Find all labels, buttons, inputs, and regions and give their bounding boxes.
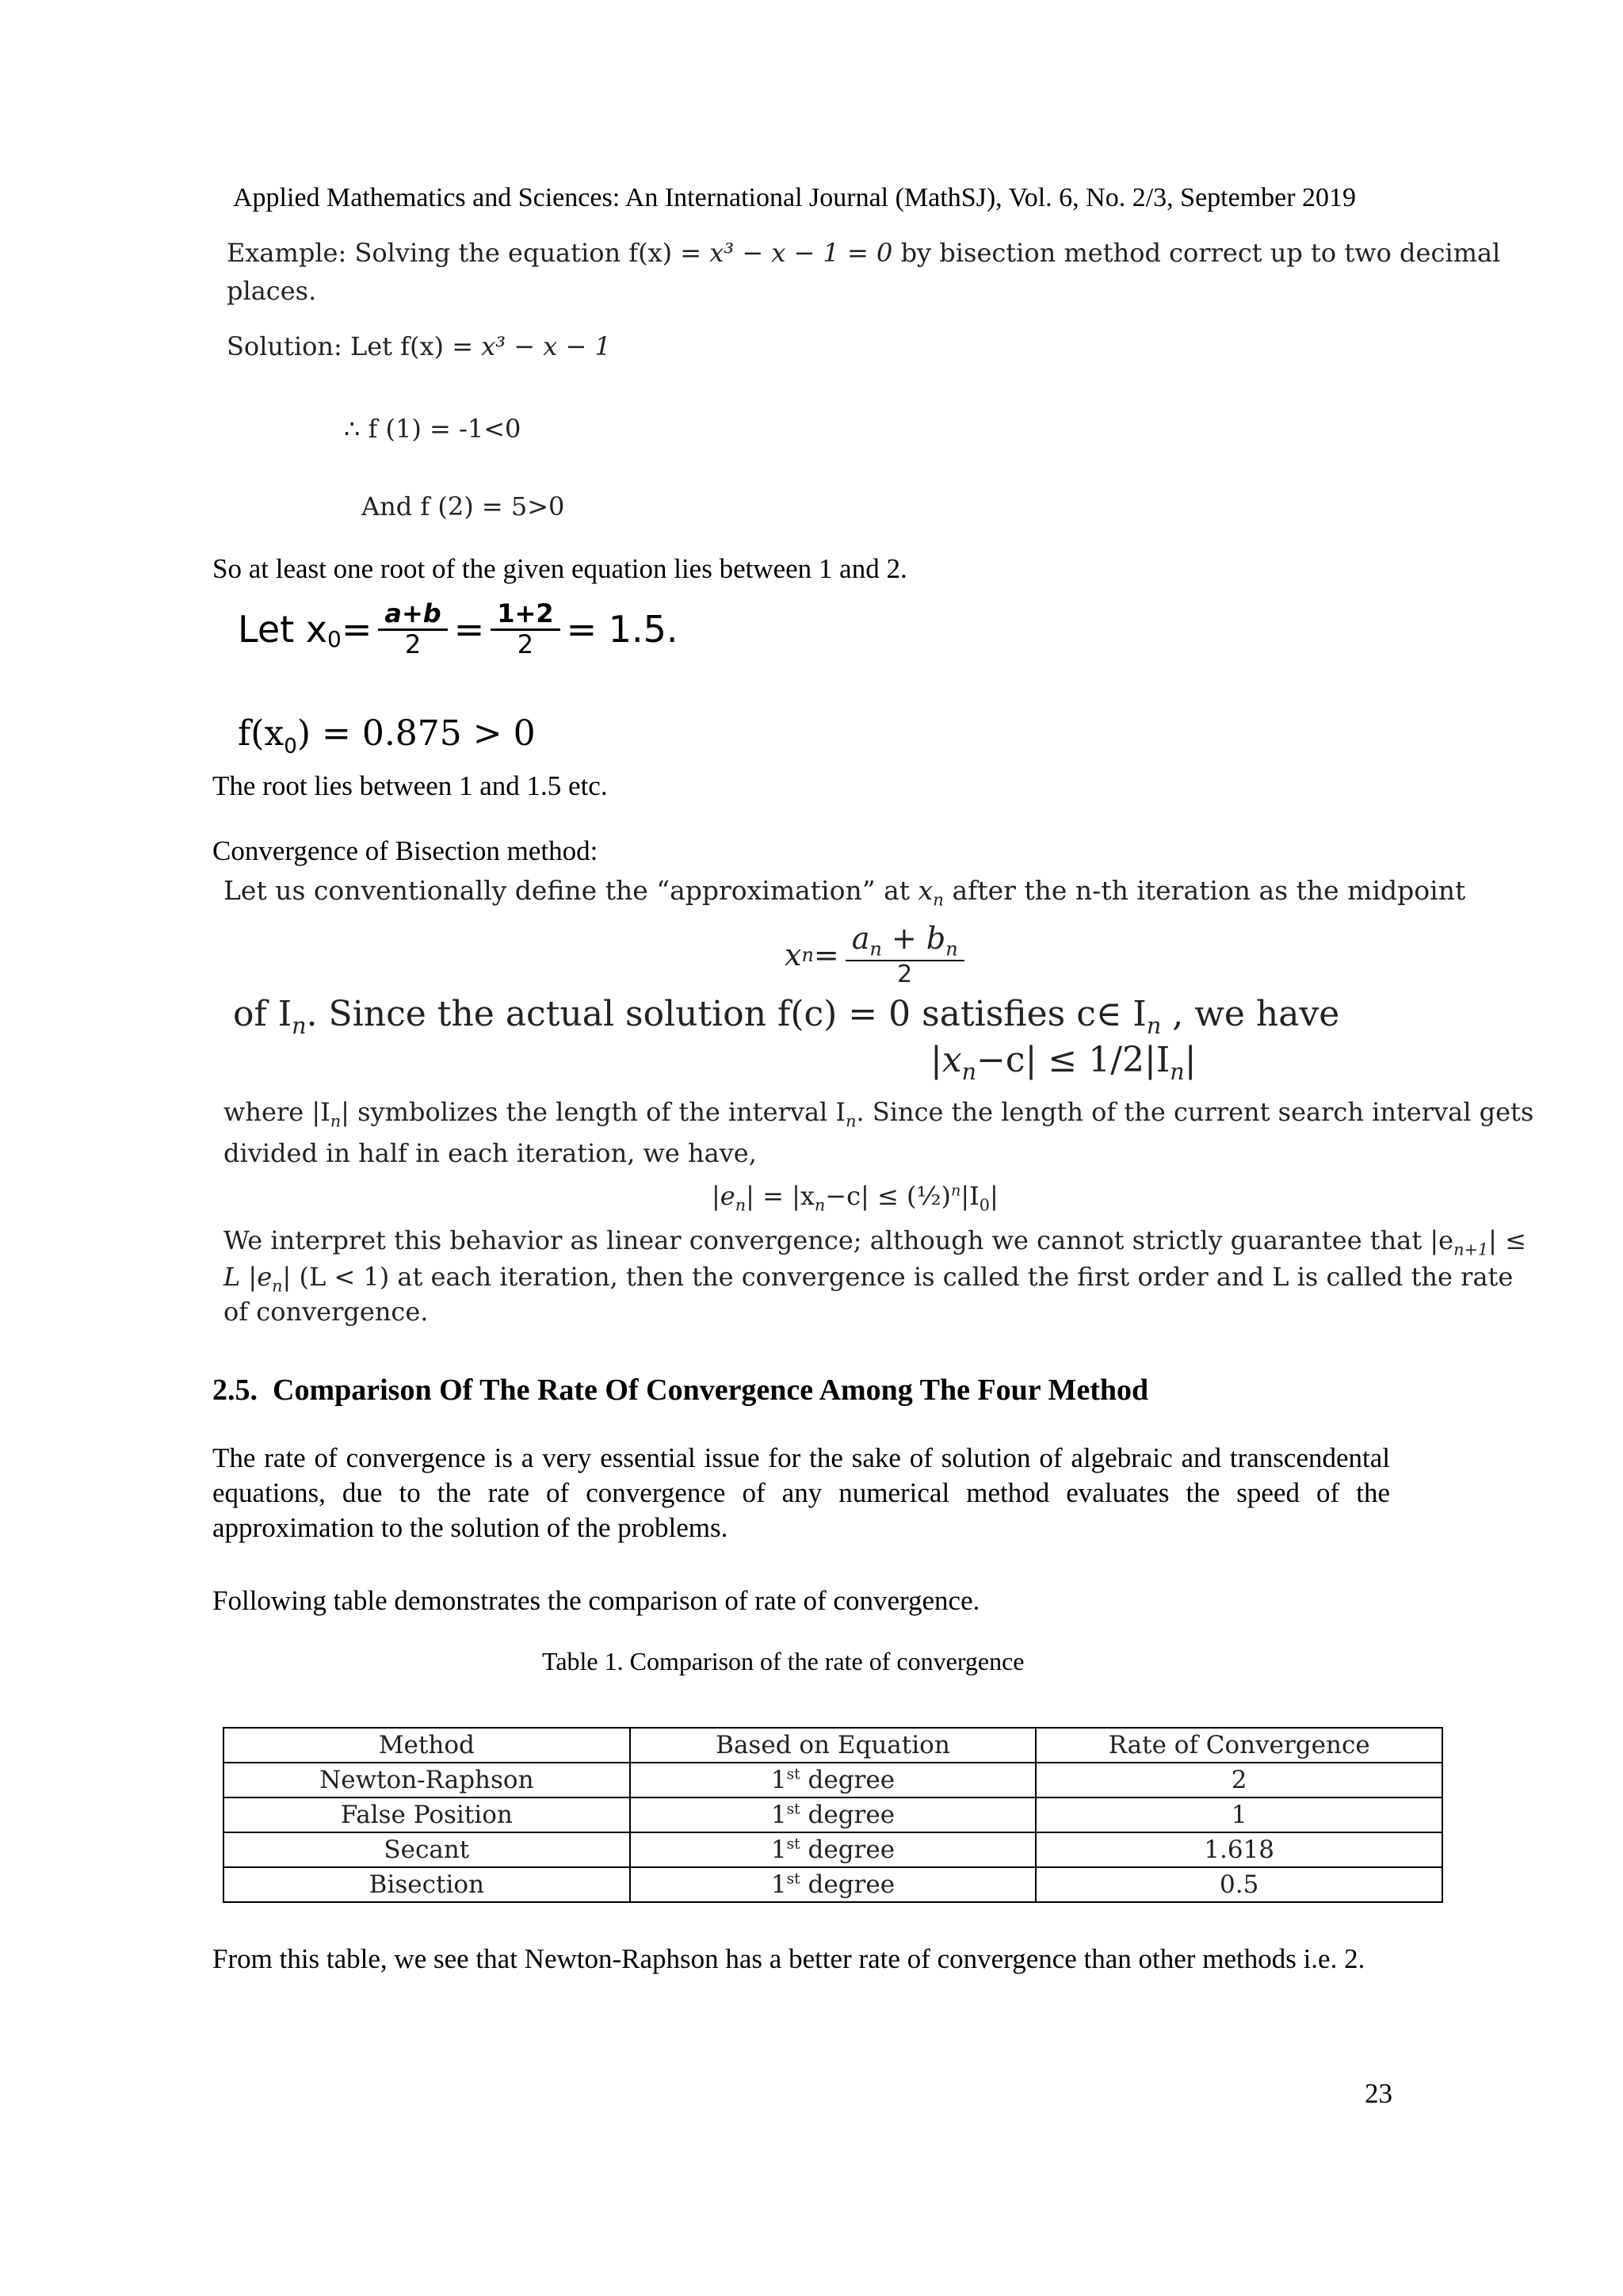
let-x0-equals: =	[341, 608, 372, 651]
example-text-end: by bisection method correct up to two decimal	[892, 238, 1501, 268]
table-cell-degree	[630, 1867, 1037, 1902]
fx0-equation	[238, 713, 536, 758]
section-number: 2.5.	[212, 1373, 258, 1407]
interp2-a: L |e	[223, 1262, 273, 1292]
en-b: | = |x	[746, 1181, 815, 1211]
interpret-line-3: of convergence.	[223, 1297, 429, 1327]
conclusion-paragraph: From this table, we see that Newton-Raphson has a better rate of convergence than other methods i.e. 2.	[212, 1943, 1365, 1974]
f1-value: ∴ f (1) = -1<0	[344, 414, 521, 444]
xn-denominator: 2	[897, 960, 913, 988]
divided-line: divided in half in each iteration, we have,	[223, 1138, 757, 1168]
degree-suffix: st	[786, 1836, 800, 1853]
let-x0-result: = 1.5.	[566, 608, 678, 651]
error-bound-equation	[712, 1181, 999, 1214]
solution-equation: x³ − x − 1	[481, 331, 611, 361]
degree-suffix: st	[786, 1766, 800, 1783]
root-lies-line: The root lies between 1 and 1.5 etc.	[212, 770, 608, 801]
conv-line-1-var: x	[918, 875, 934, 906]
xn-lhs: x	[785, 938, 802, 972]
conv-line-1	[223, 875, 1465, 911]
xn-num-a-sub: n	[869, 938, 882, 961]
conv-line-1-sub: n	[933, 890, 944, 911]
table-row	[223, 1797, 1442, 1832]
conv-line-2-a: of I	[233, 994, 292, 1034]
interp1-a: We interpret this behavior as linear convergence; although we cannot strictly guarantee that |e	[223, 1225, 1454, 1255]
convergence-heading: Convergence of Bisection method:	[212, 835, 598, 866]
example-equation: x³ − x − 1 = 0	[709, 238, 893, 268]
ineq-b: −c| ≤ 1/2|I	[976, 1040, 1170, 1080]
en-c: −c| ≤ (½)	[825, 1181, 951, 1211]
xn-num-plus-b: + b	[881, 921, 946, 956]
let-x0-equation	[238, 590, 678, 669]
table-cell-rate: 0.5	[1036, 1867, 1442, 1902]
ineq-sub2: n	[1170, 1057, 1185, 1085]
table-cell-rate: 2	[1036, 1763, 1442, 1797]
conv-inequality	[930, 1040, 1197, 1085]
xn-numerator	[846, 923, 964, 961]
xn-equals: =	[813, 938, 839, 972]
degree-word: degree	[800, 1801, 896, 1829]
convergence-table	[223, 1727, 1443, 1903]
fraction-ab-den: 2	[404, 628, 422, 659]
fx0-suffix: ) = 0.875 > 0	[296, 713, 536, 754]
en-e: |	[989, 1181, 999, 1211]
en-sub: n	[735, 1195, 747, 1215]
fraction-12-den: 2	[517, 628, 534, 659]
degree-number: 1	[770, 1801, 787, 1829]
table-row	[223, 1867, 1442, 1902]
xn-fraction	[846, 923, 964, 988]
table-cell-degree	[630, 1797, 1037, 1832]
page-number: 23	[1365, 2078, 1392, 2109]
xn-midpoint-equation	[785, 911, 971, 999]
f2-value: And f (2) = 5>0	[361, 491, 565, 521]
table-cell-method: False Position	[223, 1797, 630, 1832]
example-line-1	[227, 238, 1500, 268]
degree-number: 1	[770, 1836, 787, 1864]
interp1-b: | ≤	[1488, 1225, 1526, 1255]
conv-line-2	[233, 994, 1339, 1039]
fraction-12	[491, 600, 559, 658]
interpret-line-1	[223, 1225, 1526, 1259]
conv-line-2-c: , we have	[1161, 994, 1340, 1034]
where-sub2: n	[846, 1111, 857, 1131]
en-sup: n	[950, 1181, 961, 1200]
let-x0-equals-2: =	[453, 608, 485, 651]
table-cell-method: Newton-Raphson	[223, 1763, 630, 1797]
degree-word: degree	[800, 1766, 896, 1794]
degree-suffix: st	[786, 1801, 800, 1818]
conv-line-1-b: after the n-th iteration as the midpoint	[943, 875, 1466, 906]
degree-number: 1	[770, 1766, 787, 1794]
conv-line-2-b: . Since the actual solution f(c) = 0 satisfies c∈ I	[306, 994, 1147, 1034]
interpret-line-2	[223, 1262, 1513, 1295]
conv-line-2-sub: n	[292, 1011, 307, 1039]
solution-text: Solution: Let f(x) =	[227, 331, 482, 361]
paragraph-rate-of-convergence: The rate of convergence is a very essential issue for the sake of solution of algebraic and transcendental equations, due to the rate of convergence of any numerical method evaluates the speed of the approximation to the solution of the problems.	[212, 1442, 1390, 1543]
table-caption: Table 1. Comparison of the rate of convergence	[542, 1647, 1025, 1675]
section-heading	[212, 1373, 1148, 1408]
example-text: Example: Solving the equation f(x) =	[227, 238, 710, 268]
en-sub2: n	[814, 1195, 826, 1215]
degree-suffix: st	[786, 1870, 800, 1888]
interp1-sub: n+1	[1453, 1240, 1489, 1259]
where-b: | symbolizes the length of the interval I	[341, 1097, 846, 1127]
where-sub: n	[330, 1111, 342, 1131]
paragraph-table-intro: Following table demonstrates the comparison of rate of convergence.	[212, 1585, 980, 1616]
en-a: |e	[712, 1181, 735, 1211]
table-cell-degree	[630, 1832, 1037, 1867]
table-cell-degree	[630, 1763, 1037, 1797]
ineq-c: |	[1184, 1040, 1197, 1080]
running-header: Applied Mathematics and Sciences: An International Journal (MathSJ), Vol. 6, No. 2/3, September 2019	[233, 183, 1357, 212]
example-line-2: places.	[227, 276, 317, 306]
table-header-method: Method	[223, 1728, 630, 1763]
solution-line	[227, 331, 611, 361]
interp2-sub: n	[272, 1276, 283, 1296]
section-title: Comparison Of The Rate Of Convergence Among The Four Method	[273, 1373, 1149, 1407]
let-x0-prefix: Let x	[238, 608, 328, 651]
table-header-equation: Based on Equation	[630, 1728, 1037, 1763]
fx0-sub: 0	[284, 734, 297, 758]
root-between-line: So at least one root of the given equation lies between 1 and 2.	[212, 553, 907, 584]
table-header-rate: Rate of Convergence	[1036, 1728, 1442, 1763]
ineq-a: |x	[930, 1040, 962, 1080]
xn-lhs-sub: n	[801, 944, 814, 966]
let-x0-sub: 0	[327, 625, 342, 652]
xn-num-a: a	[851, 921, 870, 956]
where-line	[223, 1097, 1533, 1130]
table-cell-rate: 1	[1036, 1797, 1442, 1832]
degree-word: degree	[800, 1836, 896, 1864]
table-row	[223, 1763, 1442, 1797]
degree-word: degree	[800, 1870, 896, 1899]
fraction-ab	[378, 600, 447, 658]
xn-num-b-sub: n	[945, 938, 958, 961]
table-row	[223, 1832, 1442, 1867]
interp2-b: | (L < 1) at each iteration, then the convergence is called the first order and L is called the rate	[282, 1262, 1514, 1292]
degree-number: 1	[770, 1870, 787, 1899]
table-cell-rate: 1.618	[1036, 1832, 1442, 1867]
where-a: where |I	[223, 1097, 330, 1127]
fx0-prefix: f(x	[238, 713, 285, 754]
fraction-12-num: 1+2	[491, 600, 559, 630]
conv-line-2-sub2: n	[1146, 1011, 1162, 1039]
fraction-ab-num: a+b	[378, 600, 447, 630]
where-c: . Since the length of the current search interval gets	[856, 1097, 1534, 1127]
table-cell-method: Bisection	[223, 1867, 630, 1902]
ineq-sub: n	[961, 1057, 977, 1085]
en-sub3: 0	[979, 1195, 990, 1215]
table-cell-method: Secant	[223, 1832, 630, 1867]
en-d: |I	[960, 1181, 980, 1211]
table-header-row	[223, 1728, 1442, 1763]
conv-line-1-a: Let us conventionally define the “approximation” at	[223, 875, 918, 906]
